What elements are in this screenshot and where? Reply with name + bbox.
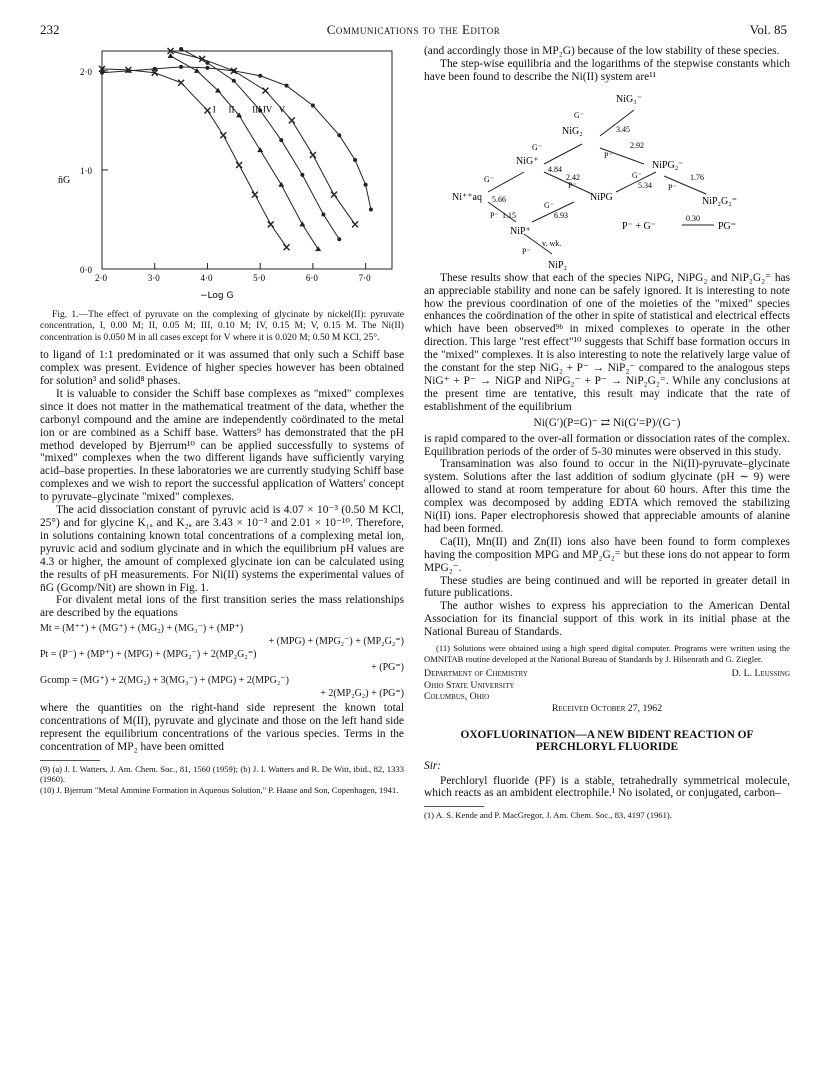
- series-line-I: [102, 69, 287, 247]
- right-paragraph-9: Perchloryl fluoride (PF) is a stable, tetrahedrally symmetrical molecule, which reacts as an ambident electrophile.¹ No isolated, or conjugated, carbon–: [424, 774, 790, 800]
- x-tick-label: 6·0: [305, 273, 318, 283]
- volume-label: Vol. 85: [749, 22, 787, 37]
- ligand-p-5: P⁻: [522, 246, 531, 256]
- species-nig2: NiG₂: [562, 125, 583, 137]
- mass-balance-equations: [40, 622, 404, 700]
- right-paragraph-6: Ca(II), Mn(II) and Zn(II) ions also have been found to form complexes having the composition MPG and MP₂G₂⁼ but these ions do not appear to form MPG₂⁻.: [424, 535, 790, 574]
- author-signature: [424, 668, 790, 714]
- footnote-1: (1) A. S. Kende and P. MacGregor, J. Am. Chem. Soc., 83, 4197 (1961).: [424, 810, 672, 821]
- species-ni: Ni⁺⁺aq: [452, 191, 482, 203]
- species-nip2: NiP₂: [548, 259, 568, 271]
- right-paragraph-1: (and accordingly those in MP₂G) because of the low stability of these species.: [424, 45, 780, 57]
- data-point: [126, 69, 130, 73]
- salutation: Sir:: [424, 759, 442, 772]
- constant-k3: 3.45: [616, 124, 630, 134]
- data-point: [179, 65, 183, 69]
- data-point: [262, 88, 268, 94]
- left-paragraph-1: to ligand of 1:1 predominated or it was assumed that only such a Schiff base complex was present. Evidence of higher species however has been obtained for solution³ and solid⁸ phases.: [40, 349, 404, 388]
- data-point: [300, 173, 304, 177]
- footnote-9: (9) (a) J. I. Watters, J. Am. Chem. Soc., 81, 1560 (1959); (b) J. I. Watters and R. De Witt, ibid., 82, 1333 (1960).: [40, 763, 404, 785]
- species-nig3: NiG₃⁻: [616, 93, 642, 105]
- data-point: [353, 158, 357, 162]
- footnote-rule: [40, 760, 100, 761]
- data-point: [232, 69, 236, 73]
- constant-k8: 1.15: [502, 210, 516, 220]
- y-tick-label: 1·0: [80, 165, 92, 176]
- schiff-equilibrium: Ni(G′)(P=G)⁻ ⇄ Ni(G′=P)/(G⁻): [533, 416, 681, 429]
- ligand-g-4: G⁻: [632, 170, 642, 180]
- curve-label-III: III: [252, 104, 262, 115]
- constant-kpg: 0.30: [686, 213, 700, 223]
- y-tick-label: 0·0: [80, 265, 92, 275]
- data-point: [284, 244, 290, 250]
- data-point: [257, 147, 263, 152]
- constant-k9: 6.93: [554, 210, 568, 220]
- ligand-g-5: G⁻: [544, 200, 554, 210]
- data-point: [194, 68, 200, 73]
- ligand-p-4: P⁻: [490, 210, 499, 220]
- data-point: [220, 132, 226, 138]
- page-header: [40, 22, 787, 40]
- left-paragraph-3: The acid dissociation constant of pyruvic acid is 4.07 × 10⁻³ (0.50 M KCl, 25°) and for glycine K₁ₐ and K₂ₐ are 3.43 × 10⁻³ and 2.01 × 10⁻¹⁰. Therefore, in solutions containing known total concentrations of a complexing metal ion, pyruvic acid and sodium glycinate and in which the equilibrium pH values are 4.3 or higher, the amount of complexed glycinate ion can be calculated using the results of pH measurements. For Ni(II) systems the experimental values of n̄G (Gcomp/Nit) are shown in Fig. 1.: [40, 504, 404, 594]
- pg-equilibrium-rhs: PG⁼: [718, 220, 737, 232]
- curve-label-II: II: [228, 104, 235, 115]
- footnote-10: (10) J. Bjerrum "Metal Ammine Formation in Aqueous Solution," P. Haase and Son, Copenhagen, 1941.: [40, 785, 399, 796]
- x-tick-label: 5·0: [253, 273, 266, 283]
- author-name: D. L. Leussing: [731, 668, 790, 680]
- y-tick-label: 2·0: [80, 66, 92, 77]
- right-paragraph-4: is rapid compared to the over-all formation or dissociation rates of the complex. Equilibration periods of the order of 5-30 minutes were observed in this study.: [424, 432, 790, 458]
- running-title: Communications to the Editor: [326, 22, 501, 37]
- data-point: [268, 221, 274, 227]
- data-point: [369, 208, 373, 212]
- ligand-g-2: G⁻: [532, 142, 542, 152]
- data-point: [232, 79, 236, 83]
- curve-label-IV: IV: [262, 104, 273, 115]
- department: Department of Chemistry: [424, 668, 528, 680]
- species-nip2g2: NiP₂G₂⁼: [702, 195, 738, 207]
- data-point: [236, 162, 242, 168]
- page-number: 232: [40, 22, 60, 37]
- right-paragraph-7: These studies are being continued and will be reported in greater detail in future publications.: [424, 574, 790, 600]
- figure-1: [40, 45, 404, 303]
- data-point: [289, 117, 295, 123]
- equation-metal: Mt = (M⁺⁺) + (MG⁺) + (MG₂) + (MG₃⁻) + (MP⁺): [40, 623, 244, 635]
- constant-k7: 1.76: [690, 172, 704, 182]
- curve-label-V: V: [278, 104, 286, 115]
- constant-k4: 2.42: [566, 172, 580, 182]
- left-paragraph-2: It is valuable to consider the Schiff base complexes as "mixed" complexes since it does not matter in the mathematical treatment of the data, whether the carbonyl compound and the amine are independently coördinated to the metal ion or are combined as a Schiff base. Watters⁹ has demonstrated that the pH method developed by Bjerrum¹⁰ can be applied successfully to systems of "mixed" complexes when the two different ligands have sufficiently varying acid–base properties. In these laboratories we are currently studying Schiff base complexes and we wish to report the successful application of Watters' concept to pyruvate–glycinate "mixed" complexes.: [40, 387, 404, 504]
- ligand-p-1: P⁻: [604, 150, 613, 160]
- left-paragraph-4: For divalent metal ions of the first transition series the mass relationships are described by the equations: [40, 594, 404, 620]
- right-paragraph-5: Transamination was also found to occur in the Ni(II)-pyruvate–glycinate system. Solutions after the last addition of sodium glycinate (pH ∼ 9) were allowed to stand at room temperature for about 60 hours. After this time the complex was decomposed by adding EDTA which removed the stabilizing Ni(II) ions. Paper electrophoresis showed that appreciable amounts of alanine had been formed.: [424, 458, 790, 535]
- data-point: [331, 192, 337, 198]
- ligand-g-1: G⁻: [574, 110, 584, 120]
- ligand-p-3: P⁻: [668, 182, 677, 192]
- equation-metal-cont: + (MPG) + (MPG₂⁻) + (MP₂G₂⁼): [268, 636, 404, 648]
- data-point: [278, 182, 284, 187]
- equation-pyruvate: Pt = (P⁻) + (MP⁺) + (MPG) + (MPG₂⁻) + 2(MP₂G₂⁼): [40, 649, 257, 661]
- data-point: [310, 152, 316, 158]
- data-point: [153, 67, 157, 71]
- x-tick-label: 2·0: [95, 273, 107, 283]
- figure-caption: Fig. 1.—The effect of pyruvate on the complexing of glycinate by nickel(II): pyruvate concentration, I, 0.00 M; II, 0.05 M; III, 0.10 M; IV, 0.15 M; V, 0.15 M. The Ni(II) concentration is 0.050 M in all cases except for V where it is 0.020 M; 0.50 M KCl, 25°.: [40, 309, 404, 343]
- y-axis-label: n̄G: [58, 175, 71, 186]
- pg-equilibrium-lhs: P⁻ + G⁻: [622, 220, 656, 232]
- curve-label-I: I: [212, 104, 216, 115]
- constant-k1: 5.66: [492, 194, 506, 204]
- species-nip: NiP⁺: [510, 225, 531, 237]
- x-axis-label: −Log G: [200, 291, 234, 301]
- equation-pyruvate-cont: + (PG⁼): [371, 662, 404, 674]
- data-point: [205, 66, 209, 70]
- data-point: [252, 192, 258, 198]
- left-column: [40, 45, 404, 796]
- data-point: [179, 47, 183, 51]
- data-point: [258, 74, 262, 78]
- species-nig: NiG⁺: [516, 155, 539, 167]
- data-point: [285, 84, 289, 88]
- data-point: [279, 138, 283, 142]
- equation-glycinate: Gcomp = (MG⁺) + 2(MG₂) + 3(MG₃⁻) + (MPG) + 2(MPG₂⁻): [40, 675, 289, 687]
- data-point: [364, 183, 368, 187]
- footnote-rule-right: [424, 806, 484, 807]
- data-point: [337, 133, 341, 137]
- constant-k10: v. wk.: [542, 238, 562, 248]
- ligand-p-2: P⁻: [568, 180, 577, 190]
- nickel-glycinate-chart: [40, 45, 404, 303]
- article-title: OXOFLUORINATION—A NEW BIDENT REACTION OF PERCHLORYL FLUORIDE: [460, 728, 754, 754]
- right-paragraph-8: The author wishes to express his appreciation to the American Dental Association for its financial support of this work in its initial phase at the National Bureau of Standards.: [424, 600, 790, 639]
- data-point: [178, 80, 184, 86]
- data-point: [311, 104, 315, 108]
- data-point: [352, 221, 358, 227]
- species-nipg: NiPG: [590, 191, 613, 203]
- left-paragraph-5: where the quantities on the right-hand side represent the known total concentrations of M(II), pyruvate and glycinate and those on the left hand side represent the equilibrium concentrations of the various species. Terms in the concentration of MP₂ have been omitted: [40, 702, 404, 753]
- footnote-11: (11) Solutions were obtained using a high speed digital computer. Programs were written using the OMNITAB routine developed at the National Bureau of Standards by J. Hilsenrath and G. Ziegler.: [424, 643, 790, 664]
- constant-k5: 2.92: [630, 140, 644, 150]
- x-tick-label: 7·0: [358, 273, 371, 283]
- data-point: [299, 221, 305, 226]
- x-tick-label: 4·0: [200, 273, 213, 283]
- ligand-g-3: G⁻: [484, 174, 494, 184]
- data-point: [337, 237, 341, 241]
- species-nipg2: NiPG₂⁻: [652, 159, 684, 171]
- equation-glycinate-cont: + 2(MP₂G₂) + (PG⁼): [320, 688, 404, 700]
- received-date: Received October 27, 1962: [551, 703, 663, 715]
- right-column: [424, 45, 790, 821]
- right-paragraph-2: The step-wise equilibria and the logarithms of the stepwise constants which have been found to describe the Ni(II) system are¹¹: [424, 57, 790, 83]
- data-point: [315, 246, 321, 251]
- plot-frame: [102, 51, 392, 269]
- series-line-II: [171, 56, 319, 249]
- equilibrium-scheme: [424, 84, 790, 272]
- data-point: [100, 71, 104, 75]
- right-paragraph-3: These results show that each of the species NiPG, NiPG₂ and NiP₂G₂⁼ has an appreciable stability and none can be safely ignored. It is interesting to note how the previous coordination of one of the moieties of the "mixed" species enhances the coördination of the other in spite of statistical and electrical effects which have been observed⁹ᵇ in mixed complexes to operate in the other direction. This large "rest effect"¹⁰ suggests that Schiff base formation occurs in the "mixed" complexes. It is also interesting to note the relatively large value of the constant for the step NiG₂ + P⁻ → NiP₂⁻ compared to the analogous steps NiG⁺ + P⁻ → NiGP and NiPG₂⁻ + P⁻ → NiP₂G₂⁼. While any conclusions at the present time are tentative, this result may indicate that the rate of establishment of the equilibrium: [424, 271, 790, 413]
- constant-k2: 4.84: [548, 164, 562, 174]
- university: Ohio State University: [424, 679, 515, 691]
- city: Columbus, Ohio: [424, 691, 490, 703]
- data-point: [204, 107, 210, 113]
- equilibrium-diagram: [424, 84, 790, 272]
- constant-k6: 5.34: [638, 180, 652, 190]
- arrow-nig-nig2: [544, 144, 582, 164]
- x-tick-label: 3·0: [147, 273, 160, 283]
- data-point: [321, 213, 325, 217]
